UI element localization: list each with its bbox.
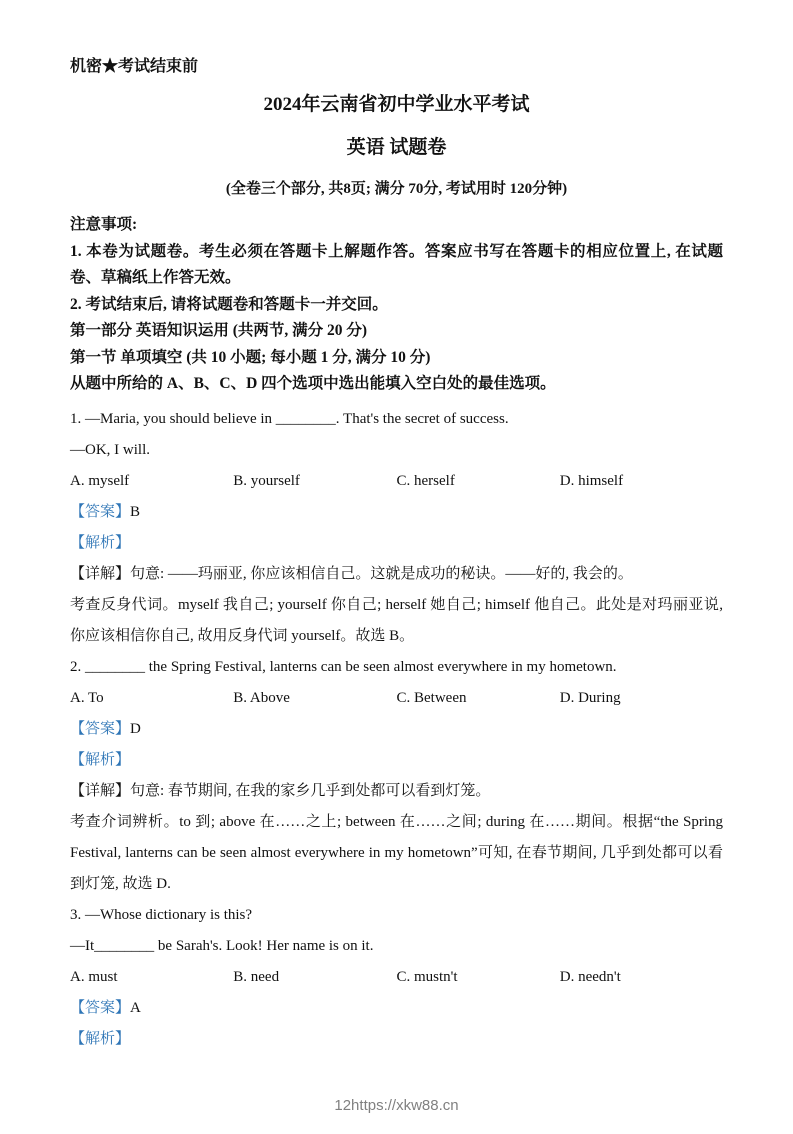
analysis-label: 【解析】	[70, 534, 131, 551]
answer-label: 【答案】	[70, 503, 131, 520]
analysis-label: 【解析】	[70, 1030, 131, 1047]
answer-value: D	[130, 720, 141, 737]
option-item: A. To	[70, 689, 104, 706]
section-node-heading: 第一节 单项填空 (共 10 小题; 每小题 1 分, 满分 10 分)	[70, 348, 431, 366]
question-stem-line: 1. —Maria, you should believe in ________. That's the secret of success.	[70, 410, 509, 427]
question-stem-line: —OK, I will.	[70, 441, 150, 458]
option-item: B. need	[233, 968, 280, 985]
notice-heading: 注意事项:	[70, 216, 138, 233]
explanation-paragraph: 考查介词辨析。to 到; above 在……之上; between 在……之间; during 在……期间。根据“the Spring Festival, lanterns can be seen almost everywhere in my hometown”可知, 在春节期间, 几乎到处都可以看到灯笼, 故选 D.	[70, 813, 723, 892]
question-block	[70, 652, 723, 900]
page-footer-watermark: 12https://xkw88.cn	[334, 1096, 459, 1114]
notice-item-2: 2. 考试结束后, 请将试题卷和答题卡一并交回。	[70, 295, 388, 313]
answer-label: 【答案】	[70, 999, 131, 1016]
section-part-heading: 第一部分 英语知识运用 (共两节, 满分 20 分)	[70, 322, 368, 339]
option-item: C. mustn't	[396, 968, 458, 985]
explanation-paragraph: 【详解】句意: ——玛丽亚, 你应该相信自己。这就是成功的秘诀。——好的, 我会的。	[70, 565, 633, 582]
section-directions: 从题中所给的 A、B、C、D 四个选项中选出能填入空白处的最佳选项。	[70, 375, 556, 392]
exam-meta-line: (全卷三个部分, 共8页; 满分 70分, 考试用时 120分钟)	[225, 181, 568, 197]
option-item: C. Between	[396, 689, 467, 706]
question-stem-line: 3. —Whose dictionary is this?	[70, 906, 253, 923]
answer-value: B	[130, 503, 141, 520]
answer-value: A	[130, 999, 141, 1016]
exam-subject-title: 英语 试题卷	[346, 137, 447, 158]
option-item: D. himself	[559, 472, 624, 489]
answer-line	[70, 993, 723, 1024]
notice-item-1: 1. 本卷为试题卷。考生必须在答题卡上解题作答。答案应书写在答题卡的相应位置上, 在试题卷、草稿纸上作答无效。	[70, 242, 723, 286]
options-row	[70, 962, 723, 993]
option-item: B. Above	[233, 689, 290, 706]
question-block	[70, 900, 723, 1055]
option-item: D. During	[559, 689, 621, 706]
answer-line	[70, 497, 723, 528]
question-stem-line: —It________ be Sarah's. Look! Her name is on it.	[70, 937, 374, 954]
exam-title: 2024年云南省初中学业水平考试	[263, 94, 530, 115]
option-item: A. must	[70, 968, 118, 985]
option-item: B. yourself	[233, 472, 300, 489]
explanation-paragraph: 【详解】句意: 春节期间, 在我的家乡几乎到处都可以看到灯笼。	[70, 782, 491, 799]
answer-line	[70, 714, 723, 745]
option-item: D. needn't	[559, 968, 621, 985]
confidential-notice: 机密★考试结束前	[70, 58, 199, 75]
explanation-paragraph: 考查反身代词。myself 我自己; yourself 你自己; herself 她自己; himself 他自己。此处是对玛丽亚说, 你应该相信你自己, 故用反身代词 yourself。故选 B。	[70, 596, 723, 644]
options-row	[70, 466, 723, 497]
options-row	[70, 683, 723, 714]
option-item: C. herself	[396, 472, 455, 489]
answer-label: 【答案】	[70, 720, 131, 737]
question-stem-line: 2. ________ the Spring Festival, lanterns can be seen almost everywhere in my hometown.	[70, 658, 617, 675]
question-block	[70, 404, 723, 652]
analysis-label: 【解析】	[70, 751, 131, 768]
option-item: A. myself	[70, 472, 130, 489]
questions-container	[70, 404, 723, 1055]
